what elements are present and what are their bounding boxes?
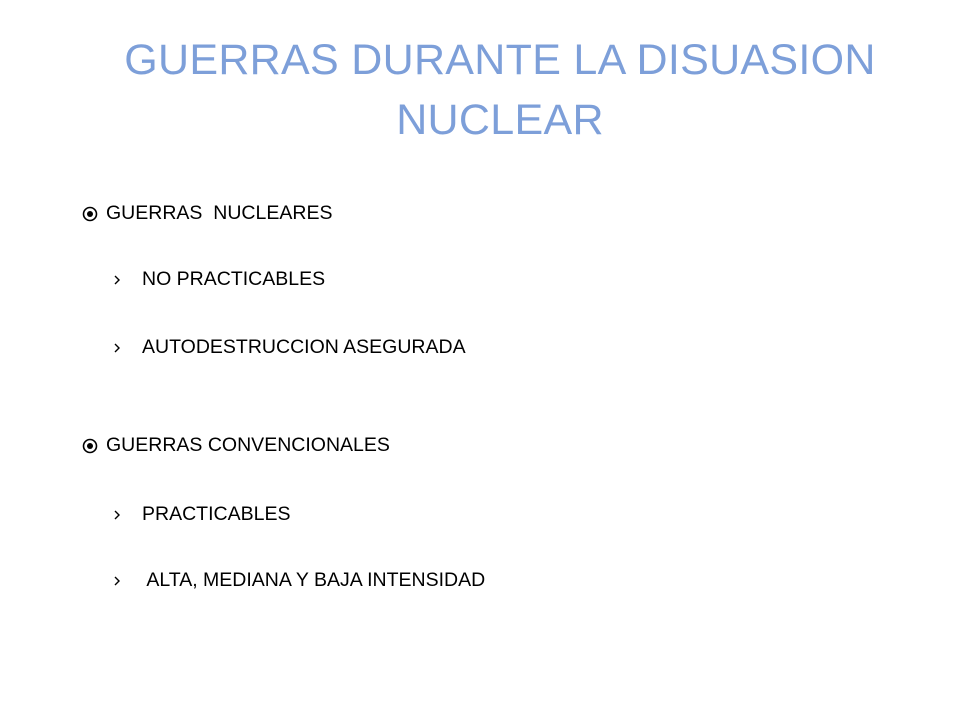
list-item-label: AUTODESTRUCCION ASEGURADA xyxy=(142,336,466,358)
circled-dot-bullet-icon xyxy=(82,206,98,222)
list-item-intensidad xyxy=(112,569,485,592)
slide-title-line-1: GUERRAS DURANTE LA DISUASION xyxy=(124,36,876,84)
chevron-right-icon xyxy=(112,509,122,521)
section-heading-nuclear-wars xyxy=(82,202,332,225)
list-item-no-practicables xyxy=(112,268,325,291)
list-item-label: NO PRACTICABLES xyxy=(142,268,326,290)
chevron-right-icon xyxy=(112,575,122,587)
list-item-practicables xyxy=(112,503,290,526)
section-heading-label: GUERRAS CONVENCIONALES xyxy=(106,434,390,456)
list-item-label: PRACTICABLES xyxy=(142,503,291,525)
circled-dot-bullet-icon xyxy=(82,438,98,454)
list-item-label: ALTA, MEDIANA Y BAJA INTENSIDAD xyxy=(142,569,486,591)
chevron-right-icon xyxy=(112,342,122,354)
slide-title-line-2: NUCLEAR xyxy=(396,96,604,144)
section-heading-label: GUERRAS NUCLEARES xyxy=(106,202,333,224)
section-heading-conventional-wars xyxy=(82,434,390,457)
chevron-right-icon xyxy=(112,274,122,286)
list-item-autodestruccion xyxy=(112,336,466,359)
